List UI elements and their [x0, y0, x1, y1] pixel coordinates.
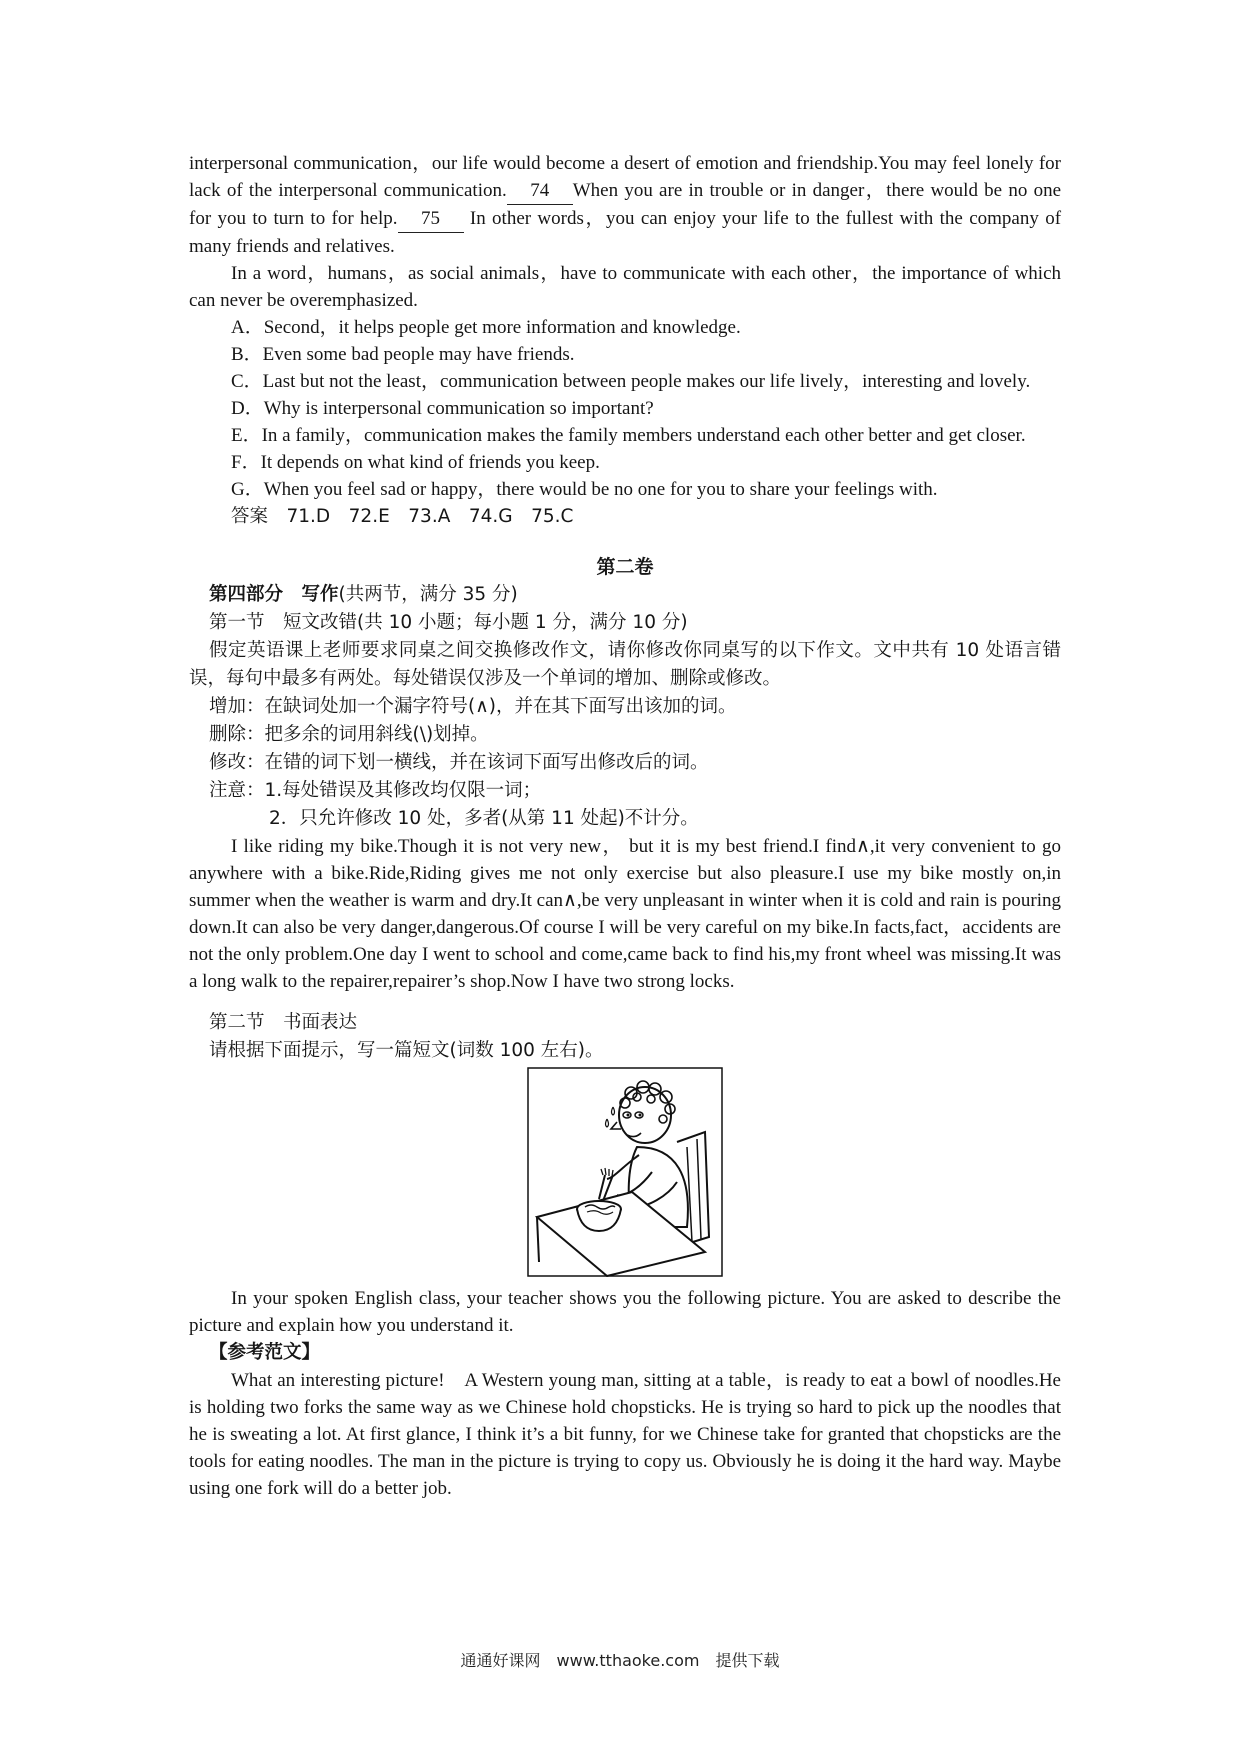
sec1-instruction: 假定英语课上老师要求同桌之间交换修改作文，请你修改你同桌写的以下作文。文中共有 10 处语言错误，每句中最多有两处。每处错误仅涉及一个单词的增加、删除或修改。	[189, 640, 1061, 689]
cartoon-picture	[527, 1067, 723, 1277]
option-c: C．Last but not the least，communication between people makes our life lively，interesting and lovely.	[231, 371, 1031, 392]
part4-heading	[189, 581, 1061, 609]
option-a: A．Second，it helps people get more information and knowledge.	[231, 317, 741, 338]
writing-prompt: In your spoken English class, your teacher shows you the following picture. You are asked to describe the picture and explain how you understand it.	[189, 1288, 1061, 1336]
option-b: B．Even some bad people may have friends.	[231, 344, 575, 365]
passage-text-2: When you are in trouble or in danger，there would be no one for you to turn to for help.	[189, 180, 1062, 229]
page-content	[189, 150, 1061, 1502]
sec2-heading: 第二节 书面表达	[209, 1012, 358, 1033]
section-title: 第二卷	[596, 556, 654, 578]
passage-paragraph-2: In a word，humans，as social animals，have to communicate with each other，the importance of which can never be overemphasized.	[189, 263, 1061, 311]
sample-heading: 【参考范文】	[209, 1342, 321, 1363]
passage-paragraph-1	[189, 150, 1061, 260]
correction-essay: I like riding my bike.Though it is not very new， but it is my best friend.I find∧,it very convenient to go anywhere with a bike.Ride,Riding gives me not only exercise but also pleasure.I use my bike mostly on,in summer when the weather is warm and dry.It can∧,be very unpleasant in winter when it is cold and rain is pouring down.It can also be very danger,dangerous.Of course I will be very careful on my bike.In facts,fact，accidents are not the only problem.One day I went to school and come,came back to find his,my front wheel was missing.It was a long walk to the repairer,repairer’s shop.Now I have two strong locks.	[189, 836, 1061, 992]
blank-74: 74	[507, 177, 573, 205]
option-d: D．Why is interpersonal communication so important?	[231, 398, 654, 419]
note-1: 注意：1.每处错误及其修改均仅限一词；	[209, 780, 542, 801]
blank-75: 75	[398, 205, 464, 233]
part4-heading-label: 第四部分 写作	[209, 584, 339, 605]
option-g: G．When you feel sad or happy，there would be no one for you to share your feelings with.	[231, 479, 938, 500]
passage-text-3: In other words，you can enjoy your life to the fullest with the company of many friends and relatives.	[189, 208, 1062, 257]
passage-text-1: interpersonal communication，our life would become a desert of emotion and friendship.You may feel lonely for lack of the interpersonal communication.	[189, 153, 1061, 201]
note-2: 2．只允许修改 10 处，多者(从第 11 处起)不计分。	[269, 808, 699, 829]
rule-add: 增加：在缺词处加一个漏字符号(∧)，并在其下面写出该加的词。	[209, 696, 737, 717]
part4-heading-note: (共两节，满分 35 分)	[338, 584, 518, 605]
sec2-instruction: 请根据下面提示，写一篇短文(词数 100 左右)。	[209, 1040, 604, 1061]
option-f: F．It depends on what kind of friends you keep.	[231, 452, 600, 473]
answer-key: 答案 71.D 72.E 73.A 74.G 75.C	[231, 506, 574, 527]
sample-essay: What an interesting picture! A Western young man, sitting at a table，is ready to eat a bowl of noodles.He is holding two forks the same way as we Chinese hold chopsticks. He is trying so hard to pick up the noodles that he is sweating a lot. At first glance, I think it’s a bit funny, for we Chinese take for granted that chopsticks are the tools for eating noodles. The man in the picture is trying to copy us. Obviously he is doing it the hard way. Maybe using one fork will do a better job.	[189, 1370, 1061, 1499]
page-footer: 通通好课网 www.tthaoke.com 提供下载	[460, 1651, 780, 1670]
spacer	[189, 995, 1061, 1009]
option-e: E．In a family，communication makes the family members understand each other better and get closer.	[231, 425, 1026, 446]
rule-modify: 修改：在错的词下划一横线，并在该词下面写出修改后的词。	[209, 752, 709, 773]
sec1-heading: 第一节 短文改错(共 10 小题；每小题 1 分，满分 10 分)	[209, 612, 688, 633]
rule-delete: 删除：把多余的词用斜线(\)划掉。	[209, 724, 489, 745]
